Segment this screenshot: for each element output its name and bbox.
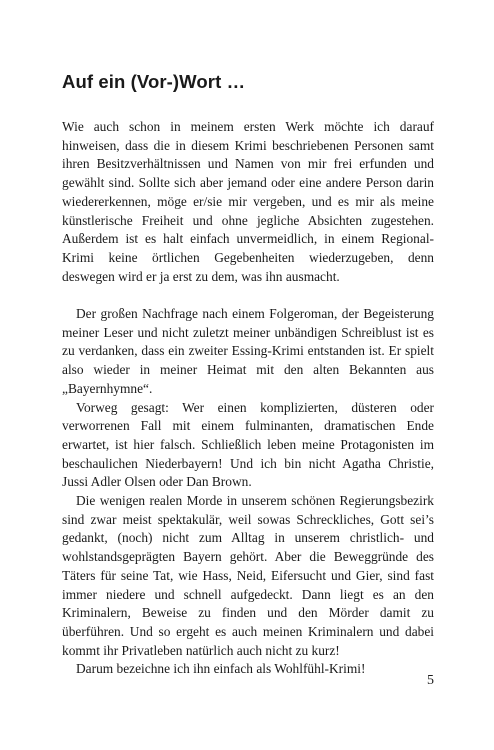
page-title: Auf ein (Vor-)Wort … bbox=[62, 71, 246, 92]
body-text bbox=[62, 118, 434, 679]
page-number: 5 bbox=[427, 673, 434, 688]
paragraph-disclaimer: Wie auch schon in meinem ersten Werk möchte ich darauf hinweisen, dass die in diesem Krimi beschriebenen Personen samt ihren Besitzverhältnissen und Namen von mir frei erfunden und gewählt sind. Sollte sich aber jemand oder eine andere Person darin wiedererkennen, möge er/sie mir vergeben, und es mir als meine künstlerische Freiheit und ohne jegliche Absichten zugestehen. Außerdem ist es halt einfach unvermeidlich, in einem Regional-Krimi keine örtlichen Gegebenheiten wiederzugeben, denn deswegen wird er ja erst zu dem, was ihn ausmacht. bbox=[62, 119, 434, 284]
paragraph-sequel: Der großen Nachfrage nach einem Folgeroman, der Begeisterung meiner Leser und nicht zuletzt meiner unbändigen Schreiblust ist es zu verdanken, dass ein zweiter Essing-Krimi entstanden ist. Er spielt also wieder in meiner Heimat mit den alten Bekannten aus „Bayernhymne“. bbox=[62, 306, 434, 396]
paragraph-real-murders: Die wenigen realen Morde in unserem schönen Regierungsbezirk sind zwar meist spektakulär, weil sowas Schreckliches, Gott sei’s gedankt, (noch) nicht zum Alltag in unserem christlich- und wohlstandsgeprägten Bayern gehört. Aber die Beweggründe des Täters für seine Tat, wie Hass, Neid, Eifersucht und Gier, sind fast immer niedere und schnell aufgedeckt. Dann liegt es an den Kriminalern, Beweise zu finden und den Mörder damit zu überführen. Und so ergeht es auch meinen Kriminalern und dabei kommt ihr Privatleben natürlich auch nicht zu kurz! bbox=[62, 493, 434, 658]
book-page bbox=[62, 0, 434, 750]
paragraph-expectations: Vorweg gesagt: Wer einen komplizierten, düsteren oder verworrenen Fall mit einem fulminanten, dramatischen Ende erwartet, ist hier falsch. Schließlich leben meine Protagonisten im beschaulichen Niederbayern! Und ich bin nicht Agatha Christie, Jussi Adler Olsen oder Dan Brown. bbox=[62, 399, 434, 490]
paragraph-conclusion: Darum bezeichne ich ihn einfach als Wohlfühl-Krimi! bbox=[76, 661, 366, 677]
